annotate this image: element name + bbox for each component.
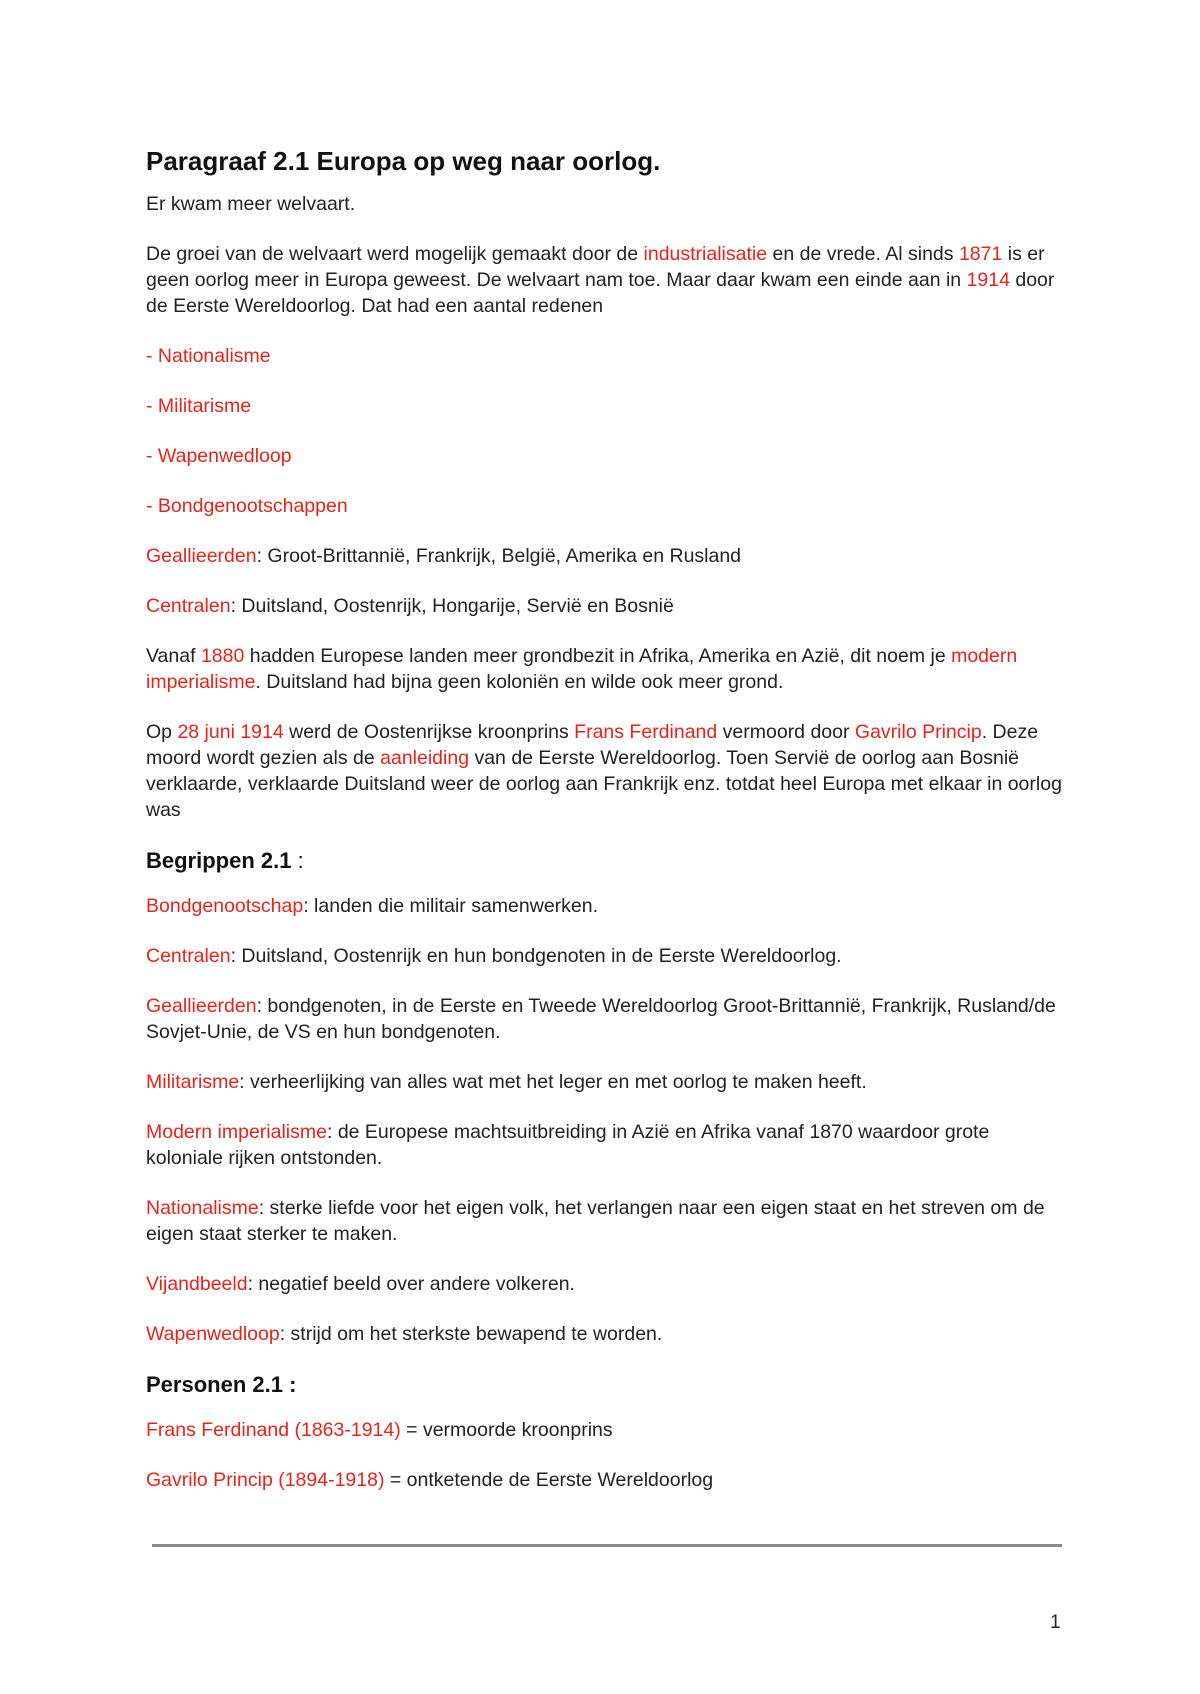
- term-item: [146, 1119, 1066, 1171]
- text-segment: vermoord door: [717, 721, 855, 743]
- term-definition: : landen die militair samenwerken.: [303, 895, 599, 917]
- person-description: = ontketende de Eerste Wereldoorlog: [384, 1469, 714, 1491]
- centrals-text: : Duitsland, Oostenrijk, Hongarije, Servië en Bosnië: [230, 595, 674, 617]
- person-name: Frans Ferdinand (1863-1914): [146, 1419, 401, 1441]
- persons-heading: Personen 2.1 :: [146, 1372, 297, 1397]
- assassination-paragraph: [146, 719, 1066, 823]
- term-label: Modern imperialisme: [146, 1121, 327, 1143]
- term-label: Militarisme: [146, 1071, 240, 1093]
- allies-line: [146, 543, 1066, 569]
- reason-item-nationalisme: - Nationalisme: [146, 345, 271, 367]
- highlight-1871: 1871: [958, 243, 1003, 265]
- term-label: Geallieerden: [146, 995, 257, 1017]
- highlight-gavrilo-princip: Gavrilo Princip: [854, 721, 982, 743]
- imperialism-paragraph: [146, 643, 1066, 695]
- term-label: Nationalisme: [146, 1197, 259, 1219]
- page-number: 1: [1050, 1612, 1061, 1633]
- highlight-date: 28 juni 1914: [177, 721, 284, 743]
- term-label: Centralen: [146, 945, 231, 967]
- page-title: Paragraaf 2.1 Europa op weg naar oorlog.: [146, 146, 661, 176]
- highlight-modern-imperialisme: modern imperialisme: [146, 645, 1018, 693]
- term-item: [146, 993, 1066, 1045]
- term-item: [146, 893, 1066, 919]
- term-label: Bondgenootschap: [146, 895, 304, 917]
- highlight-aanleiding: aanleiding: [380, 747, 470, 769]
- reason-item-wapenwedloop: - Wapenwedloop: [146, 445, 292, 467]
- person-name: Gavrilo Princip (1894-1918): [146, 1469, 385, 1491]
- term-definition: : bondgenoten, in de Eerste en Tweede Wereldoorlog Groot-Brittannië, Frankrijk, Rusland/de Sovjet-Unie, de VS en hun bondgenoten.: [146, 995, 1056, 1043]
- term-definition: : negatief beeld over andere volkeren.: [247, 1273, 575, 1295]
- text-segment: hadden Europese landen meer grondbezit in Afrika, Amerika en Azië, dit noem je: [244, 645, 952, 667]
- term-item: [146, 1195, 1066, 1247]
- highlight-1914: 1914: [966, 269, 1010, 291]
- term-label: Wapenwedloop: [146, 1323, 280, 1345]
- text-segment: Vanaf: [146, 645, 201, 667]
- person-item: [146, 1417, 1066, 1443]
- term-definition: : strijd om het sterkste bewapend te worden.: [279, 1323, 663, 1345]
- centrals-label: Centralen: [146, 595, 231, 617]
- reason-item-bondgenootschappen: - Bondgenootschappen: [146, 495, 348, 517]
- text-segment: werd de Oostenrijkse kroonprins: [283, 721, 575, 743]
- text-segment: Op: [146, 721, 178, 743]
- terms-heading: [146, 847, 1066, 875]
- term-definition: : de Europese machtsuitbreiding in Azië en Afrika vanaf 1870 waardoor grote koloniale rijken ontstonden.: [146, 1121, 990, 1169]
- text-segment: is er geen oorlog meer in Europa geweest. De welvaart nam toe. Maar daar kwam een einde aan in: [146, 243, 1045, 291]
- document-content: [146, 145, 1066, 1517]
- term-label: Vijandbeeld: [146, 1273, 248, 1295]
- text-segment: door de Eerste Wereldoorlog. Dat had een aantal redenen: [146, 269, 1055, 317]
- text-segment: en de vrede. Al sinds: [767, 243, 959, 265]
- terms-heading-title: Begrippen 2.1: [146, 848, 292, 873]
- highlight-1880: 1880: [200, 645, 245, 667]
- text-segment: . Deze moord wordt gezien als de: [146, 721, 1039, 769]
- welfare-paragraph: [146, 241, 1066, 319]
- allies-text: : Groot-Brittannië, Frankrijk, België, Amerika en Rusland: [256, 545, 742, 567]
- reason-item-militarisme: - Militarisme: [146, 395, 252, 417]
- text-segment: De groei van de welvaart werd mogelijk gemaakt door de: [146, 243, 644, 265]
- intro-paragraph: Er kwam meer welvaart.: [146, 193, 356, 215]
- term-definition: : verheerlijking van alles wat met het leger en met oorlog te maken heeft.: [239, 1071, 867, 1093]
- terms-heading-colon: :: [291, 848, 304, 873]
- footer-divider: [152, 1544, 1062, 1547]
- term-item: [146, 943, 1066, 969]
- allies-label: Geallieerden: [146, 545, 257, 567]
- person-description: = vermoorde kroonprins: [400, 1419, 613, 1441]
- person-item: [146, 1467, 1066, 1493]
- term-item: [146, 1069, 1066, 1095]
- highlight-industrialisatie: industrialisatie: [643, 243, 768, 265]
- text-segment: . Duitsland had bijna geen koloniën en wilde ook meer grond.: [255, 671, 784, 693]
- centrals-line: [146, 593, 1066, 619]
- highlight-frans-ferdinand: Frans Ferdinand: [574, 721, 718, 743]
- term-definition: : Duitsland, Oostenrijk en hun bondgenoten in de Eerste Wereldoorlog.: [230, 945, 842, 967]
- term-item: [146, 1271, 1066, 1297]
- term-definition: : sterke liefde voor het eigen volk, het verlangen naar een eigen staat en het streven om de eigen staat sterker te maken.: [146, 1197, 1045, 1245]
- term-item: [146, 1321, 1066, 1347]
- text-segment: van de Eerste Wereldoorlog. Toen Servië de oorlog aan Bosnië verklaarde, verklaarde Duitsland weer de oorlog aan Frankrijk enz. totdat heel Europa met elkaar in oorlog was: [146, 747, 1062, 821]
